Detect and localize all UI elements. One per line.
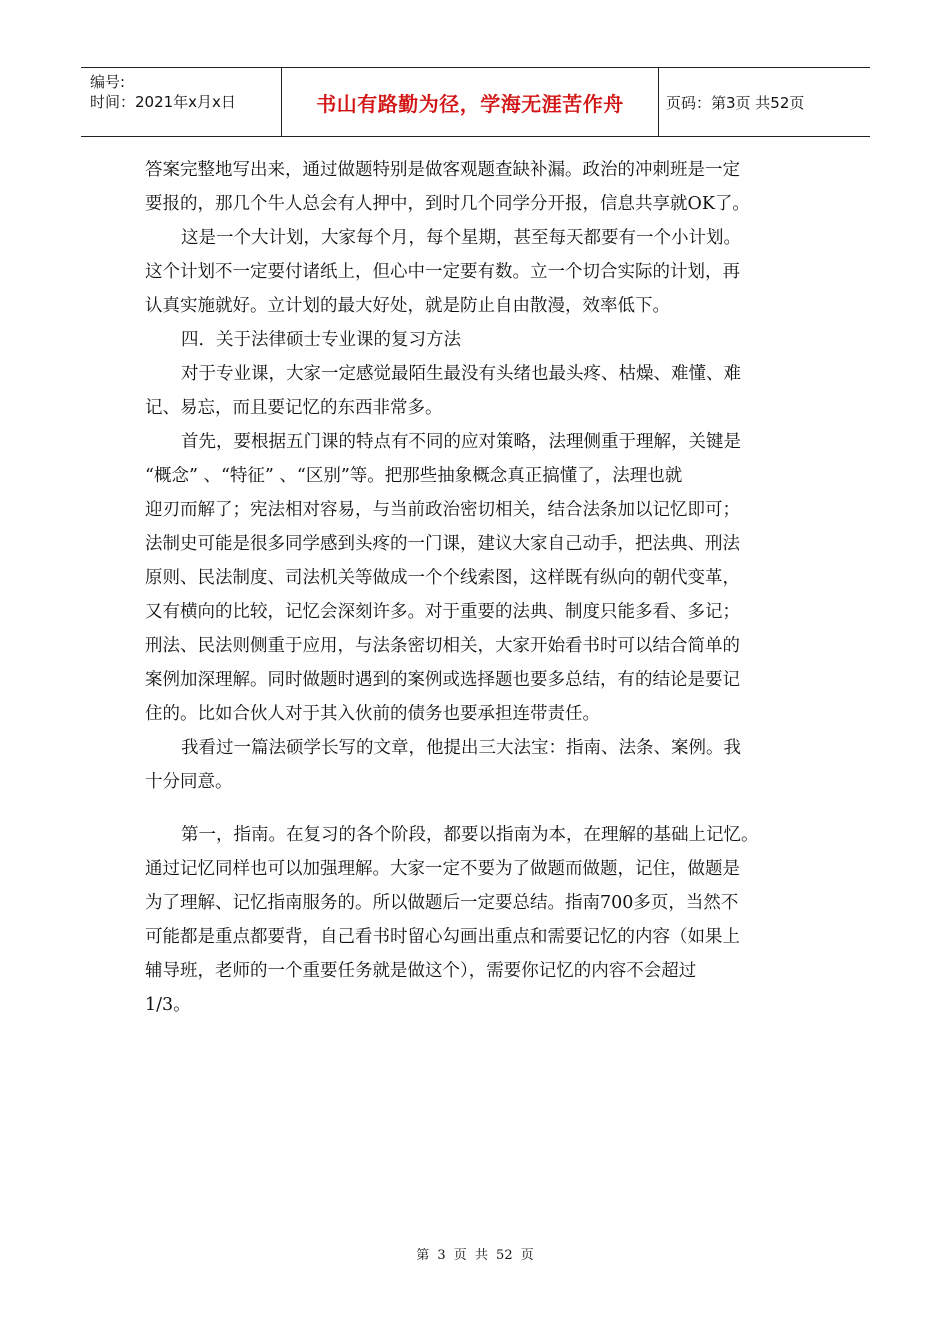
body-line: 首先，要根据五门课的特点有不同的应对策略，法理侧重于理解，关键是 (181, 432, 741, 452)
body-line: 十分同意。 (145, 772, 233, 792)
document-body (145, 153, 797, 1022)
body-line: 第一，指南。在复习的各个阶段，都要以指南为本，在理解的基础上记忆。 (181, 825, 759, 845)
date-label: 时间：2021年x月x日 (90, 93, 236, 111)
body-line: 辅导班，老师的一个重要任务就是做这个），需要你记忆的内容不会超过 (145, 961, 697, 981)
body-line: 原则、民法制度、司法机关等做成一个个线索图，这样既有纵向的朝代变革， (145, 568, 740, 588)
body-line: 1/3。 (145, 995, 191, 1015)
body-line: “概念” 、“特征” 、“区别”等。把那些抽象概念真正搞懂了，法理也就 (145, 466, 683, 486)
paragraph-gap (145, 799, 797, 818)
body-line: 通过记忆同样也可以加强理解。大家一定不要为了做题而做题，记住，做题是 (145, 859, 740, 879)
body-line: 对于专业课，大家一定感觉最陌生最没有头绪也最头疼、枯燥、难懂、难 (181, 364, 741, 384)
body-line: 答案完整地写出来，通过做题特别是做客观题查缺补漏。政治的冲刺班是一定 (145, 160, 740, 180)
body-line: 这是一个大计划，大家每个月，每个星期，甚至每天都要有一个小计划。 (181, 228, 741, 248)
header-info-cell (81, 68, 281, 136)
body-line: 认真实施就好。立计划的最大好处，就是防止自由散漫，效率低下。 (145, 296, 670, 316)
body-line: 记、易忘，而且要记忆的东西非常多。 (145, 398, 443, 418)
body-line: 要报的，那几个牛人总会有人押中，到时几个同学分开报，信息共享就OK了。 (145, 194, 750, 214)
body-line: 刑法、民法则侧重于应用，与法条密切相关，大家开始看书时可以结合简单的 (145, 636, 740, 656)
body-line: 住的。比如合伙人对于其入伙前的债务也要承担连带责任。 (145, 704, 600, 724)
body-line: 又有横向的比较，记忆会深刻许多。对于重要的法典、制度只能多看、多记； (145, 602, 740, 622)
body-line: 为了理解、记忆指南服务的。所以做题后一定要总结。指南700多页，当然不 (145, 893, 739, 913)
body-line: 法制史可能是很多同学感到头疼的一门课，建议大家自己动手，把法典、刑法 (145, 534, 740, 554)
page-header (81, 67, 870, 137)
number-label: 编号: (90, 73, 126, 91)
body-line: 这个计划不一定要付诸纸上，但心中一定要有数。立一个切合实际的计划，再 (145, 262, 740, 282)
section-heading: 四．关于法律硕士专业课的复习方法 (181, 330, 461, 350)
body-line: 我看过一篇法硕学长写的文章，他提出三大法宝：指南、法条、案例。我 (181, 738, 741, 758)
body-line: 可能都是重点都要背，自己看书时留心勾画出重点和需要记忆的内容（如果上 (145, 927, 740, 947)
page-footer: 第 3 页 共 52 页 (416, 1248, 534, 1263)
body-line: 案例加深理解。同时做题时遇到的案例或选择题也要多总结，有的结论是要记 (145, 670, 740, 690)
body-line: 迎刃而解了；宪法相对容易，与当前政治密切相关，结合法条加以记忆即可； (145, 500, 740, 520)
header-motto: 书山有路勤为径，学海无涯苦作舟 (281, 68, 659, 136)
header-page-label: 页码：第3页 共52页 (666, 93, 805, 112)
